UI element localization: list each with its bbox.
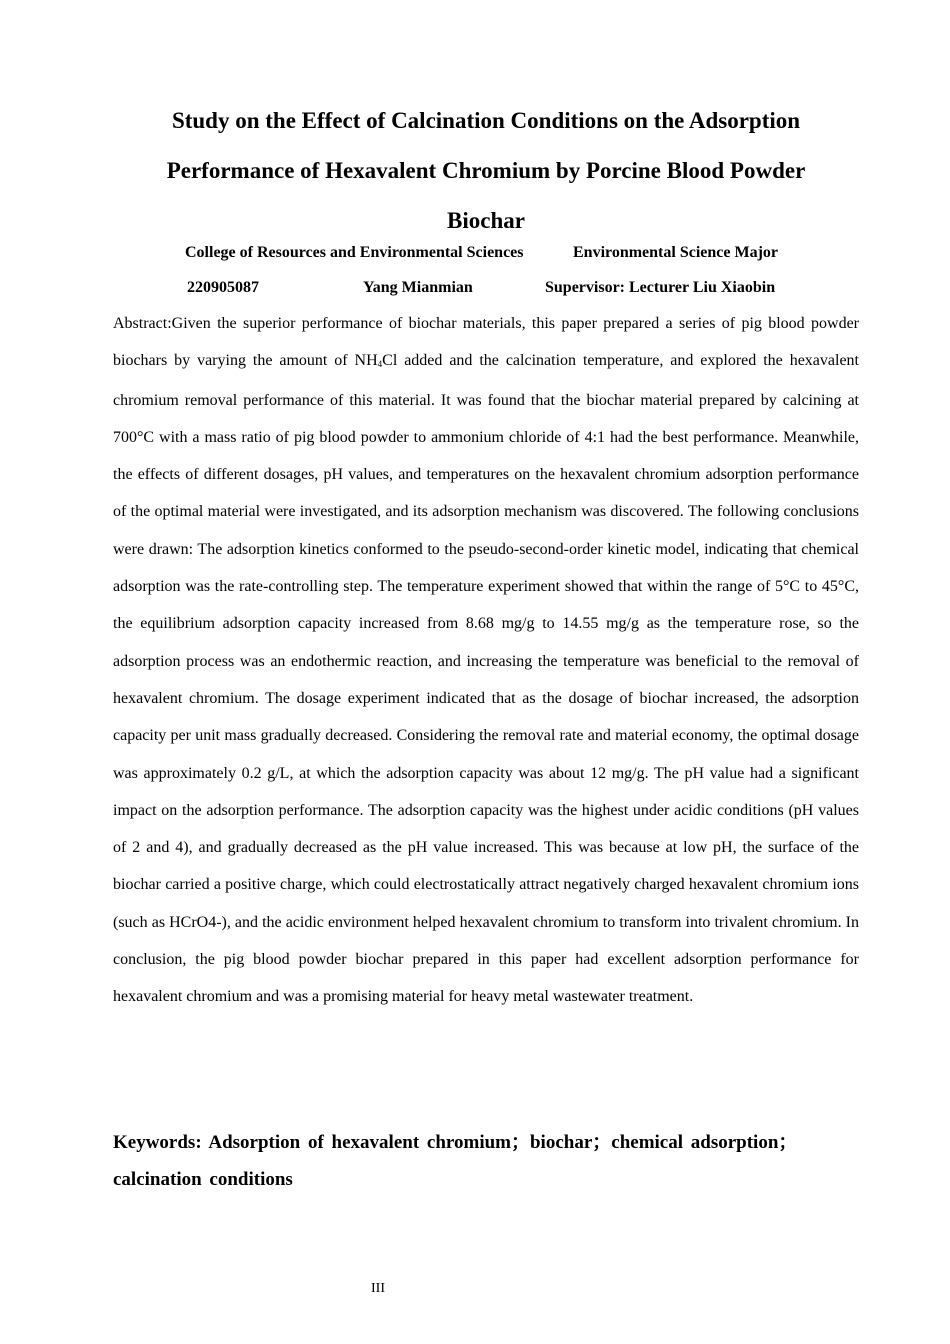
title-line-1: Study on the Effect of Calcination Conditions on the Adsorption	[171, 108, 801, 133]
abstract-text-part-2: Cl added and the calcination temperature, and explored the hexavalent chromium removal performance of this material. It was found that the biochar material prepared by calcining at 700°C with a mass ratio of pig blood powder to ammonium chloride of 4:1 had the best performance. Meanwhile, the effects of different dosages, pH values, and temperatures on the hexavalent chromium adsorption performance of the optimal material were investigated, and its adsorption mechanism was discovered. The following conclusions were drawn: The adsorption kinetics conformed to the pseudo-second-order kinetic model, indicating that chemical adsorption was the rate-controlling step. The temperature experiment showed that within the range of 5°C to 45°C, the equilibrium adsorption capacity increased from 8.68 mg/g to 14.55 mg/g as the temperature rose, so the adsorption process was an endothermic reaction, and increasing the temperature was beneficial to the removal of hexavalent chromium. The dosage experiment indicated that as the dosage of biochar increased, the adsorption capacity per unit mass gradually decreased. Considering the removal rate and material economy, the optimal dosage was approximately 0.2 g/L, at which the adsorption capacity was about 12 mg/g. The pH value had a significant impact on the adsorption performance. The adsorption capacity was the highest under acidic conditions (pH values of 2 and 4), and gradually decreased as the pH value increased. This was because at low pH, the surface of the biochar carried a positive charge, which could electrostatically attract negatively charged hexavalent chromium ions (such as HCrO4-), and the acidic environment helped hexavalent chromium to transform into trivalent chromium. In conclusion, the pig blood powder biochar prepared in this paper had excellent adsorption performance for hexavalent chromium and was a promising material for heavy metal wastewater treatment.	[113, 352, 859, 1006]
author-name: Yang Mianmian	[363, 279, 473, 296]
major-name: Environmental Science Major	[573, 244, 779, 261]
abstract-subscript: 4	[377, 359, 383, 370]
keywords-label: Keywords:	[113, 1132, 202, 1153]
abstract-label: Abstract:	[113, 315, 172, 332]
page-number: III	[371, 1281, 385, 1296]
title-line-3: Biochar	[447, 208, 525, 233]
keywords-paragraph	[113, 1124, 859, 1198]
supervisor-name: Supervisor: Lecturer Liu Xiaobin	[545, 279, 776, 296]
keywords-text: Adsorption of hexavalent chromium；biochar；chemical adsorption；calcination conditions	[113, 1132, 798, 1190]
college-name: College of Resources and Environmental Sciences	[185, 244, 524, 261]
paper-title	[113, 96, 859, 246]
abstract-text-part-1: Given the superior performance of biochar materials, this paper prepared a series of pig blood powder biochars by varying the amount of NH	[113, 315, 859, 370]
student-id: 220905087	[187, 279, 259, 296]
title-line-2: Performance of Hexavalent Chromium by Porcine Blood Powder	[166, 158, 806, 183]
abstract-paragraph	[113, 305, 859, 1016]
